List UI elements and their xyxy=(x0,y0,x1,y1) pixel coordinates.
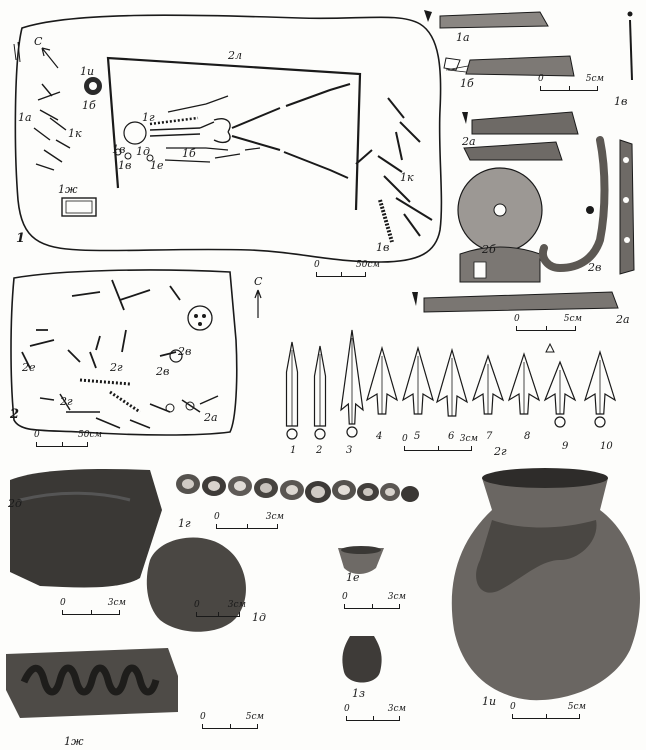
arrowhead-number: 6 xyxy=(448,431,455,442)
pot-1z xyxy=(342,636,381,683)
scale-bar-plan-1 xyxy=(314,260,380,282)
find-label-1z: 1з xyxy=(352,687,365,700)
plan-label-1v-3: 1в xyxy=(376,241,390,254)
plan-label-1b-2: 1б xyxy=(182,147,196,160)
scale-bar-2a xyxy=(514,314,582,336)
grave-2-number: 2 xyxy=(10,407,20,422)
scale-zero: 0 xyxy=(214,512,220,522)
arrowhead-number: 9 xyxy=(562,441,569,452)
arrowhead-number: 2 xyxy=(316,445,323,456)
plan-label-1v: 1в xyxy=(112,143,126,156)
plan-label-2g: 2г xyxy=(110,361,123,374)
find-label-1g: 1г xyxy=(178,517,191,530)
plan-label-1d: 1д xyxy=(136,145,150,158)
arrowhead-number: 7 xyxy=(486,431,493,442)
find-label-1e: 1е xyxy=(346,571,360,584)
north-arrow-label-1: С xyxy=(34,35,43,48)
find-label-2d: 2д xyxy=(8,497,22,510)
scale-bar-1zh xyxy=(200,712,264,734)
beads-1g xyxy=(176,474,419,503)
scale-end: 5см xyxy=(245,712,264,722)
find-label-2g: 2г xyxy=(494,445,507,458)
scale-zero: 0 xyxy=(34,430,40,440)
scale-bar-plan-2 xyxy=(34,430,102,452)
find-label-2b: 2б xyxy=(482,243,496,256)
scale-end: 3см xyxy=(227,600,246,610)
plan-label-1k: 1к xyxy=(68,127,82,140)
find-label-2a-bottom: 2а xyxy=(616,313,630,326)
find-label-1a: 1а xyxy=(456,31,470,44)
plan-label-1v-2: 1в xyxy=(118,159,132,172)
arrowhead-number: 5 xyxy=(414,431,421,442)
plan-label-2l: 2л xyxy=(228,49,243,62)
scale-zero: 0 xyxy=(200,712,206,722)
scale-bar-1i xyxy=(510,702,586,724)
scale-bar-1ab xyxy=(538,74,604,96)
plan-label-1g: 1г xyxy=(142,111,155,124)
arrowhead-number: 10 xyxy=(600,441,613,452)
plan-label-2v-2: 2в xyxy=(156,365,170,378)
find-label-2a-top: 2а xyxy=(462,135,476,148)
plan-label-1b: 1б xyxy=(82,99,96,112)
plan-label-1zh: 1ж xyxy=(58,183,78,196)
scale-end: 3см xyxy=(387,704,406,714)
arrowhead-number: 4 xyxy=(376,431,383,442)
plan-label-2a: 2а xyxy=(204,411,218,424)
plan-label-2e: 2е xyxy=(22,361,36,374)
find-label-1i: 1и xyxy=(482,695,497,708)
scale-bar-1z xyxy=(344,704,406,726)
plan-label-1k-2: 1к xyxy=(400,171,414,184)
plan-label-2v: 2в xyxy=(178,345,192,358)
scale-end: 3см xyxy=(107,598,126,608)
stone-2d xyxy=(10,469,162,588)
scale-zero: 0 xyxy=(402,434,408,444)
scale-end: 3см xyxy=(459,434,478,444)
scale-end: 50см xyxy=(78,430,102,440)
find-label-2v: 2в xyxy=(588,261,602,274)
scale-end: 3см xyxy=(387,592,406,602)
scale-zero: 0 xyxy=(344,704,350,714)
scale-zero: 0 xyxy=(538,74,544,84)
arrowhead-number: 3 xyxy=(346,445,353,456)
scale-bar-2d xyxy=(60,598,126,620)
north-arrow-label-2: С xyxy=(254,275,263,288)
plan-label-2g-2: 2г xyxy=(60,395,73,408)
scale-zero: 0 xyxy=(314,260,320,270)
plan-label-1i: 1и xyxy=(80,65,95,78)
scale-end: 50см xyxy=(356,260,380,270)
scale-zero: 0 xyxy=(342,592,348,602)
scale-end: 5см xyxy=(563,314,582,324)
scale-zero: 0 xyxy=(60,598,66,608)
plan-label-1e: 1е xyxy=(150,159,164,172)
scale-zero: 0 xyxy=(510,702,516,712)
arrowhead-number: 8 xyxy=(524,431,531,442)
find-label-1b: 1б xyxy=(460,77,474,90)
scale-bar-1g xyxy=(214,512,284,534)
scale-end: 3см xyxy=(265,512,284,522)
grave-1-number: 1 xyxy=(16,231,26,246)
scale-zero: 0 xyxy=(514,314,520,324)
scale-bar-1d xyxy=(194,600,246,622)
scale-bar-1e xyxy=(342,592,406,614)
find-label-1v: 1в xyxy=(614,95,628,108)
plan-label-1a: 1а xyxy=(18,111,32,124)
scale-bar-2g xyxy=(402,434,478,456)
scale-zero: 0 xyxy=(194,600,200,610)
find-label-1zh: 1ж xyxy=(64,735,84,748)
arrowhead-number: 1 xyxy=(290,445,297,456)
scale-end: 5см xyxy=(585,74,604,84)
scale-end: 5см xyxy=(567,702,586,712)
find-label-1d: 1д xyxy=(252,611,266,624)
